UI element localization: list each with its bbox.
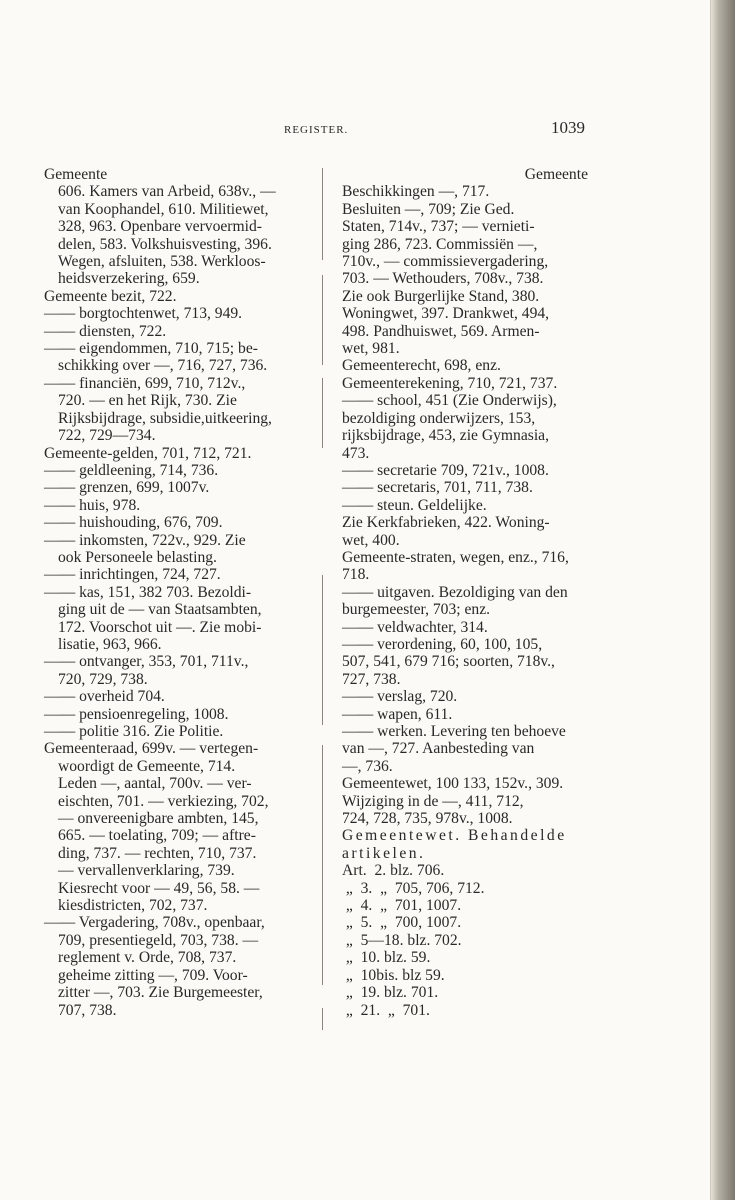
index-line: — onvereenigbare ambten, 145, (58, 810, 259, 828)
index-line: —— huis, 978. (44, 496, 141, 514)
column-divider (322, 575, 323, 725)
index-line: —— inrichtingen, 724, 727. (44, 566, 221, 584)
column-divider (322, 745, 323, 985)
index-line: —— verordening, 60, 100, 105, (342, 635, 543, 653)
index-line: Woningwet, 397. Drankwet, 494, (342, 305, 550, 323)
index-line: „ 4. „ 701, 1007. (342, 897, 462, 915)
index-line: —— geldleening, 714, 736. (44, 461, 219, 479)
index-line: ding, 737. — rechten, 710, 737. (58, 844, 257, 862)
index-line: schikking over —, 716, 727, 736. (58, 357, 268, 375)
index-line: Gemeenterecht, 698, enz. (342, 357, 501, 375)
index-line: zitter —, 703. Zie Burgemeester, (58, 984, 263, 1002)
index-line: „ 3. „ 705, 706, 712. (342, 879, 485, 897)
index-line: —— politie 316. Zie Politie. (44, 723, 224, 740)
index-line: —— financiën, 699, 710, 712v., (44, 374, 246, 392)
index-line: Kiesrecht voor — 49, 56, 58. — (58, 879, 260, 897)
index-line: Gemeentewet. Behandelde (342, 827, 567, 845)
index-line: „ 21. „ 701. (342, 1001, 430, 1019)
index-line: —— steun. Geldelijke. (342, 496, 487, 514)
index-line: —— werken. Levering ten behoeve (342, 723, 566, 740)
index-line: reglement v. Orde, 708, 737. (58, 949, 237, 967)
page-edge-line (710, 0, 711, 1200)
index-line: artikelen. (342, 844, 426, 862)
index-line: „ 10bis. blz 59. (342, 966, 445, 984)
index-line: —— diensten, 722. (44, 322, 167, 340)
index-line: —— secretarie 709, 721v., 1008. (342, 461, 549, 479)
index-line: ook Personeele belasting. (58, 548, 217, 566)
index-line: Gemeente bezit, 722. (44, 287, 177, 305)
column-divider (322, 378, 323, 448)
index-line: Zie Kerkfabrieken, 422. Woning- (342, 514, 550, 532)
index-line: van —, 727. Aanbesteding van (342, 740, 535, 758)
index-line: heidsverzekering, 659. (58, 270, 200, 288)
index-line: 727, 738. (342, 670, 401, 688)
index-line: ging uit de — van Staatsambten, (58, 601, 262, 619)
index-line: woordigt de Gemeente, 714. (58, 757, 236, 775)
index-line: lisatie, 963, 966. (58, 635, 162, 653)
index-line: —— school, 451 (Zie Onderwijs), (342, 392, 557, 410)
index-line: Wijziging in de —, 411, 712, (342, 792, 524, 810)
index-line: Rijksbijdrage, subsidie,uitkeering, (58, 409, 272, 427)
index-line: 665. — toelating, 709; — aftre- (58, 827, 256, 845)
index-line: 498. Pandhuiswet, 569. Armen- (342, 322, 540, 340)
index-line: —— overheid 704. (44, 688, 165, 706)
index-line: Wegen, afsluiten, 538. Werkloos- (58, 253, 266, 271)
page-number: 1039 (551, 118, 585, 137)
index-column-right (342, 166, 594, 1019)
index-line: —— borgtochtenwet, 713, 949. (44, 305, 243, 323)
index-line: eischten, 701. — verkiezing, 702, (58, 792, 269, 810)
index-line: 724, 728, 735, 978v., 1008. (342, 810, 513, 828)
column-divider (322, 275, 323, 365)
index-line: —— veldwachter, 314. (342, 618, 488, 636)
index-line: Gemeentewet, 100 133, 152v., 309. (342, 775, 564, 793)
index-line: Gemeente (44, 166, 108, 183)
index-line: 507, 541, 679 716; soorten, 718v., (342, 653, 555, 671)
index-line: —— ontvanger, 353, 701, 711v., (44, 653, 249, 671)
index-line: Gemeenterekening, 710, 721, 737. (342, 374, 558, 392)
index-column-left (44, 166, 312, 1019)
index-line: — vervallenverklaring, 739. (58, 862, 235, 880)
index-line: —— pensioenregeling, 1008. (44, 705, 229, 723)
index-line: —— uitgaven. Bezoldiging van den (342, 583, 568, 601)
index-line: 722, 729—734. (58, 427, 156, 445)
index-line: —— inkomsten, 722v., 929. Zie (44, 531, 246, 549)
index-line: Gemeente-gelden, 701, 712, 721. (44, 444, 252, 462)
index-line: Gemeente (524, 166, 588, 183)
index-line: „ 10. blz. 59. (342, 949, 431, 967)
index-line: wet, 981. (342, 340, 400, 358)
column-divider (322, 1008, 323, 1030)
index-line: 710v., — commissievergadering, (342, 253, 549, 271)
index-line: wet, 400. (342, 531, 400, 549)
index-line: 473. (342, 444, 370, 462)
index-line: burgemeester, 703; enz. (342, 601, 491, 619)
index-line: —— wapen, 611. (342, 705, 453, 723)
index-line: „ 5. „ 700, 1007. (342, 914, 462, 932)
index-line: Besluiten —, 709; Zie Ged. (342, 200, 515, 218)
column-divider (322, 168, 323, 260)
index-line: Staten, 714v., 737; — vernieti- (342, 218, 535, 236)
index-line: 703. — Wethouders, 708v., 738. (342, 270, 544, 288)
index-line: 172. Voorschot uit —. Zie mobi- (58, 618, 262, 636)
index-line: „ 19. blz. 701. (342, 984, 439, 1002)
index-line: „ 5—18. blz. 702. (342, 931, 462, 949)
index-line: rijksbijdrage, 453, zie Gymnasia, (342, 427, 549, 445)
index-line: Art. 2. blz. 706. (342, 862, 445, 880)
index-line: 720, 729, 738. (58, 670, 148, 688)
index-line: van Koophandel, 610. Militiewet, (58, 200, 269, 218)
running-head: REGISTER. (284, 124, 349, 136)
index-line: geheime zitting —, 709. Voor- (58, 966, 248, 984)
index-line: 328, 963. Openbare vervoermid- (58, 218, 262, 236)
index-line: —— secretaris, 701, 711, 738. (342, 479, 533, 497)
page-edge-shadow (711, 0, 735, 1200)
index-line: 720. — en het Rijk, 730. Zie (58, 392, 237, 410)
index-line: Leden —, aantal, 700v. — ver- (58, 775, 252, 793)
index-line: 709, presentiegeld, 703, 738. — (58, 931, 259, 949)
index-line: Gemeente-straten, wegen, enz., 716, (342, 548, 569, 566)
index-line: kiesdistricten, 702, 737. (58, 897, 208, 915)
index-line: 606. Kamers van Arbeid, 638v., — (58, 183, 276, 201)
index-line: Gemeenteraad, 699v. — vertegen- (44, 740, 259, 758)
index-line: Zie ook Burgerlijke Stand, 380. (342, 287, 540, 305)
index-line: ging 286, 723. Commissiën —, (342, 235, 538, 253)
index-line: 707, 738. (58, 1001, 117, 1019)
index-line: delen, 583. Volkshuisvesting, 396. (58, 235, 272, 253)
index-line: —— eigendommen, 710, 715; be- (44, 340, 258, 358)
index-line: bezoldiging onderwijzers, 153, (342, 409, 536, 427)
index-line: 718. (342, 566, 370, 584)
index-line: —— Vergadering, 708v., openbaar, (44, 914, 265, 932)
index-line: Beschikkingen —, 717. (342, 183, 490, 201)
index-line: —— grenzen, 699, 1007v. (44, 479, 210, 497)
index-line: —— kas, 151, 382 703. Bezoldi- (44, 583, 252, 601)
index-line: —, 736. (342, 757, 393, 775)
index-line: —— verslag, 720. (342, 688, 458, 706)
index-line: —— huishouding, 676, 709. (44, 514, 223, 532)
